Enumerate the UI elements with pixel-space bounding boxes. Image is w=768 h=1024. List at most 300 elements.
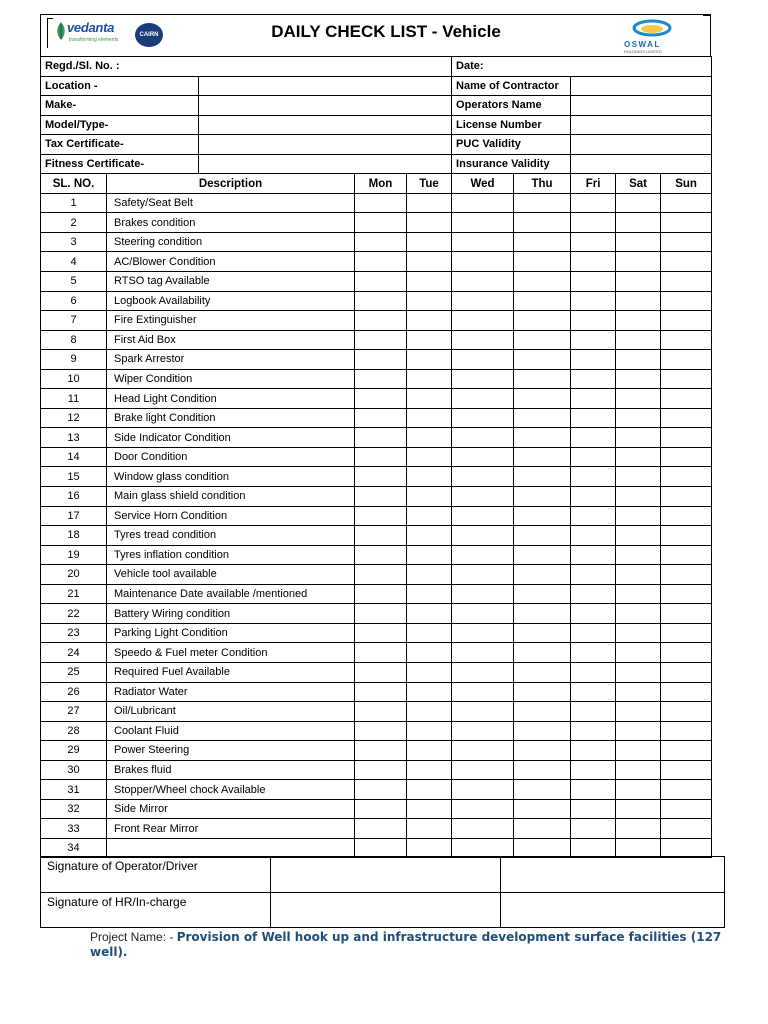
day-check-cell[interactable] [661, 408, 712, 428]
day-check-cell[interactable] [452, 623, 514, 643]
day-check-cell[interactable] [514, 545, 571, 565]
regd-label: Regd./Sl. No. : [41, 57, 452, 77]
day-check-cell[interactable] [452, 389, 514, 409]
info-left-value[interactable] [199, 76, 452, 96]
checklist-row [41, 193, 712, 213]
day-check-cell[interactable] [514, 721, 571, 741]
checklist-row [41, 838, 712, 858]
day-check-cell[interactable] [452, 741, 514, 761]
day-check-cell[interactable] [514, 428, 571, 448]
day-check-cell[interactable] [514, 487, 571, 507]
info-left-value[interactable] [199, 96, 452, 116]
day-check-cell[interactable] [616, 838, 661, 858]
day-check-cell[interactable] [571, 584, 616, 604]
day-check-cell[interactable] [616, 721, 661, 741]
day-check-cell[interactable] [452, 604, 514, 624]
day-check-cell[interactable] [616, 604, 661, 624]
day-check-cell[interactable] [452, 311, 514, 331]
day-check-cell[interactable] [661, 565, 712, 585]
day-check-cell[interactable] [355, 643, 407, 663]
day-check-cell[interactable] [571, 662, 616, 682]
signature-operator-field[interactable] [271, 857, 501, 893]
day-check-cell[interactable] [571, 193, 616, 213]
info-left-label: Tax Certificate- [41, 135, 199, 155]
info-left-value[interactable] [199, 115, 452, 135]
day-check-cell[interactable] [407, 643, 452, 663]
day-check-cell[interactable] [452, 369, 514, 389]
day-check-cell[interactable] [514, 447, 571, 467]
day-check-cell[interactable] [452, 721, 514, 741]
day-check-cell[interactable] [571, 565, 616, 585]
day-check-cell[interactable] [355, 819, 407, 839]
day-check-cell[interactable] [571, 389, 616, 409]
info-left-label: Model/Type- [41, 115, 199, 135]
day-check-cell[interactable] [407, 838, 452, 858]
day-check-cell[interactable] [452, 350, 514, 370]
day-check-cell[interactable] [355, 506, 407, 526]
day-check-cell[interactable] [452, 780, 514, 800]
day-check-cell[interactable] [514, 526, 571, 546]
day-check-cell[interactable] [452, 838, 514, 858]
day-check-cell[interactable] [571, 643, 616, 663]
day-check-cell[interactable] [661, 213, 712, 233]
day-check-cell[interactable] [514, 408, 571, 428]
day-check-cell[interactable] [571, 467, 616, 487]
day-check-cell[interactable] [571, 487, 616, 507]
day-check-cell[interactable] [355, 193, 407, 213]
day-check-cell[interactable] [661, 545, 712, 565]
day-check-cell[interactable] [407, 545, 452, 565]
day-check-cell[interactable] [355, 311, 407, 331]
checklist-row [41, 272, 712, 292]
day-check-cell[interactable] [616, 741, 661, 761]
item-number: 29 [41, 741, 107, 761]
item-description: Battery Wiring condition [107, 604, 355, 624]
day-check-cell[interactable] [514, 584, 571, 604]
signature-operator-field-extra[interactable] [501, 857, 725, 893]
column-header-day: Thu [514, 174, 571, 194]
day-check-cell[interactable] [514, 311, 571, 331]
day-check-cell[interactable] [571, 799, 616, 819]
day-check-cell[interactable] [514, 565, 571, 585]
day-check-cell[interactable] [355, 252, 407, 272]
day-check-cell[interactable] [616, 799, 661, 819]
day-check-cell[interactable] [355, 623, 407, 643]
day-check-cell[interactable] [407, 780, 452, 800]
checklist-row [41, 643, 712, 663]
day-check-cell[interactable] [661, 526, 712, 546]
day-check-cell[interactable] [616, 526, 661, 546]
day-check-cell[interactable] [571, 272, 616, 292]
day-check-cell[interactable] [661, 193, 712, 213]
day-check-cell[interactable] [514, 252, 571, 272]
checklist-row [41, 623, 712, 643]
day-check-cell[interactable] [616, 193, 661, 213]
day-check-cell[interactable] [355, 232, 407, 252]
day-check-cell[interactable] [616, 623, 661, 643]
day-check-cell[interactable] [452, 428, 514, 448]
item-number: 8 [41, 330, 107, 350]
info-left-value[interactable] [199, 154, 452, 174]
day-check-cell[interactable] [661, 604, 712, 624]
day-check-cell[interactable] [407, 565, 452, 585]
item-description: Spark Arrestor [107, 350, 355, 370]
day-check-cell[interactable] [661, 311, 712, 331]
item-description: Speedo & Fuel meter Condition [107, 643, 355, 663]
day-check-cell[interactable] [616, 760, 661, 780]
day-check-cell[interactable] [514, 819, 571, 839]
item-number: 31 [41, 780, 107, 800]
day-check-cell[interactable] [452, 682, 514, 702]
info-row [41, 154, 712, 174]
checklist-row [41, 799, 712, 819]
day-check-cell[interactable] [452, 662, 514, 682]
day-check-cell[interactable] [407, 232, 452, 252]
day-check-cell[interactable] [407, 760, 452, 780]
day-check-cell[interactable] [452, 252, 514, 272]
day-check-cell[interactable] [616, 350, 661, 370]
day-check-cell[interactable] [661, 799, 712, 819]
day-check-cell[interactable] [407, 584, 452, 604]
day-check-cell[interactable] [616, 252, 661, 272]
day-check-cell[interactable] [452, 467, 514, 487]
day-check-cell[interactable] [407, 702, 452, 722]
day-check-cell[interactable] [452, 545, 514, 565]
info-right-value[interactable] [571, 154, 712, 174]
day-check-cell[interactable] [571, 330, 616, 350]
item-description: First Aid Box [107, 330, 355, 350]
day-check-cell[interactable] [355, 838, 407, 858]
day-check-cell[interactable] [407, 252, 452, 272]
day-check-cell[interactable] [661, 447, 712, 467]
day-check-cell[interactable] [355, 584, 407, 604]
day-check-cell[interactable] [355, 662, 407, 682]
day-check-cell[interactable] [407, 526, 452, 546]
item-description: Brakes condition [107, 213, 355, 233]
day-check-cell[interactable] [616, 702, 661, 722]
item-description: RTSO tag Available [107, 272, 355, 292]
day-check-cell[interactable] [355, 213, 407, 233]
day-check-cell[interactable] [571, 369, 616, 389]
day-check-cell[interactable] [355, 780, 407, 800]
day-check-cell[interactable] [571, 311, 616, 331]
day-check-cell[interactable] [407, 193, 452, 213]
day-check-cell[interactable] [407, 272, 452, 292]
column-header-day: Mon [355, 174, 407, 194]
day-check-cell[interactable] [355, 467, 407, 487]
day-check-cell[interactable] [407, 721, 452, 741]
day-check-cell[interactable] [661, 623, 712, 643]
day-check-cell[interactable] [514, 741, 571, 761]
day-check-cell[interactable] [407, 408, 452, 428]
signature-row [41, 892, 725, 928]
day-check-cell[interactable] [355, 447, 407, 467]
day-check-cell[interactable] [407, 330, 452, 350]
signature-hr-field-extra[interactable] [501, 892, 725, 928]
day-check-cell[interactable] [571, 838, 616, 858]
day-check-cell[interactable] [514, 350, 571, 370]
day-check-cell[interactable] [355, 291, 407, 311]
day-check-cell[interactable] [661, 702, 712, 722]
item-description: Vehicle tool available [107, 565, 355, 585]
day-check-cell[interactable] [452, 799, 514, 819]
item-number: 21 [41, 584, 107, 604]
day-check-cell[interactable] [661, 428, 712, 448]
day-check-cell[interactable] [452, 819, 514, 839]
day-check-cell[interactable] [514, 662, 571, 682]
day-check-cell[interactable] [616, 487, 661, 507]
day-check-cell[interactable] [355, 428, 407, 448]
day-check-cell[interactable] [514, 780, 571, 800]
day-check-cell[interactable] [616, 428, 661, 448]
day-check-cell[interactable] [407, 350, 452, 370]
day-check-cell[interactable] [452, 565, 514, 585]
day-check-cell[interactable] [407, 311, 452, 331]
day-check-cell[interactable] [407, 623, 452, 643]
day-check-cell[interactable] [514, 272, 571, 292]
day-check-cell[interactable] [571, 604, 616, 624]
checklist-row [41, 526, 712, 546]
day-check-cell[interactable] [571, 780, 616, 800]
day-check-cell[interactable] [661, 369, 712, 389]
item-description: Window glass condition [107, 467, 355, 487]
info-right-value[interactable] [571, 135, 712, 155]
day-check-cell[interactable] [452, 760, 514, 780]
info-row [41, 135, 712, 155]
day-check-cell[interactable] [616, 232, 661, 252]
day-check-cell[interactable] [407, 506, 452, 526]
day-check-cell[interactable] [571, 526, 616, 546]
day-check-cell[interactable] [452, 506, 514, 526]
day-check-cell[interactable] [452, 487, 514, 507]
day-check-cell[interactable] [661, 819, 712, 839]
day-check-cell[interactable] [571, 408, 616, 428]
day-check-cell[interactable] [661, 487, 712, 507]
day-check-cell[interactable] [355, 682, 407, 702]
info-right-value[interactable] [571, 96, 712, 116]
day-check-cell[interactable] [661, 232, 712, 252]
checklist-row [41, 389, 712, 409]
item-description: Brake light Condition [107, 408, 355, 428]
day-check-cell[interactable] [661, 838, 712, 858]
day-check-cell[interactable] [452, 272, 514, 292]
day-check-cell[interactable] [571, 428, 616, 448]
day-check-cell[interactable] [616, 506, 661, 526]
day-check-cell[interactable] [407, 389, 452, 409]
info-right-label: Operators Name [452, 96, 571, 116]
document-title: DAILY CHECK LIST - Vehicle [271, 22, 501, 41]
day-check-cell[interactable] [616, 643, 661, 663]
checklist-row [41, 741, 712, 761]
day-check-cell[interactable] [355, 565, 407, 585]
day-check-cell[interactable] [616, 213, 661, 233]
day-check-cell[interactable] [514, 232, 571, 252]
day-check-cell[interactable] [452, 193, 514, 213]
day-check-cell[interactable] [571, 232, 616, 252]
day-check-cell[interactable] [514, 623, 571, 643]
day-check-cell[interactable] [571, 623, 616, 643]
item-number: 3 [41, 232, 107, 252]
day-check-cell[interactable] [661, 584, 712, 604]
day-check-cell[interactable] [452, 408, 514, 428]
day-check-cell[interactable] [661, 252, 712, 272]
day-check-cell[interactable] [571, 721, 616, 741]
day-check-cell[interactable] [661, 741, 712, 761]
day-check-cell[interactable] [571, 741, 616, 761]
day-check-cell[interactable] [407, 741, 452, 761]
day-check-cell[interactable] [452, 330, 514, 350]
checklist-row [41, 428, 712, 448]
info-right-value[interactable] [571, 115, 712, 135]
day-check-cell[interactable] [571, 213, 616, 233]
day-check-cell[interactable] [355, 350, 407, 370]
day-check-cell[interactable] [661, 467, 712, 487]
day-check-cell[interactable] [452, 291, 514, 311]
day-check-cell[interactable] [571, 506, 616, 526]
day-check-cell[interactable] [571, 252, 616, 272]
day-check-cell[interactable] [616, 369, 661, 389]
signature-hr-label: Signature of HR/In-charge [41, 892, 271, 928]
day-check-cell[interactable] [452, 643, 514, 663]
checklist-row [41, 584, 712, 604]
day-check-cell[interactable] [616, 819, 661, 839]
day-check-cell[interactable] [407, 428, 452, 448]
info-right-value[interactable] [571, 76, 712, 96]
day-check-cell[interactable] [571, 447, 616, 467]
day-check-cell[interactable] [571, 350, 616, 370]
day-check-cell[interactable] [514, 838, 571, 858]
day-check-cell[interactable] [661, 272, 712, 292]
day-check-cell[interactable] [355, 604, 407, 624]
day-check-cell[interactable] [514, 799, 571, 819]
project-name [90, 930, 760, 960]
day-check-cell[interactable] [452, 213, 514, 233]
day-check-cell[interactable] [616, 291, 661, 311]
signature-hr-field[interactable] [271, 892, 501, 928]
day-check-cell[interactable] [616, 584, 661, 604]
day-check-cell[interactable] [355, 526, 407, 546]
day-check-cell[interactable] [355, 721, 407, 741]
day-check-cell[interactable] [661, 682, 712, 702]
day-check-cell[interactable] [514, 760, 571, 780]
day-check-cell[interactable] [407, 799, 452, 819]
day-check-cell[interactable] [514, 369, 571, 389]
day-check-cell[interactable] [661, 662, 712, 682]
day-check-cell[interactable] [407, 213, 452, 233]
day-check-cell[interactable] [616, 272, 661, 292]
day-check-cell[interactable] [407, 682, 452, 702]
day-check-cell[interactable] [452, 526, 514, 546]
day-check-cell[interactable] [571, 291, 616, 311]
day-check-cell[interactable] [514, 291, 571, 311]
day-check-cell[interactable] [661, 291, 712, 311]
day-check-cell[interactable] [616, 311, 661, 331]
day-check-cell[interactable] [616, 389, 661, 409]
day-check-cell[interactable] [452, 584, 514, 604]
day-check-cell[interactable] [661, 330, 712, 350]
day-check-cell[interactable] [452, 447, 514, 467]
day-check-cell[interactable] [571, 760, 616, 780]
day-check-cell[interactable] [661, 780, 712, 800]
day-check-cell[interactable] [355, 545, 407, 565]
day-check-cell[interactable] [514, 330, 571, 350]
day-check-cell[interactable] [355, 702, 407, 722]
day-check-cell[interactable] [661, 506, 712, 526]
day-check-cell[interactable] [661, 721, 712, 741]
day-check-cell[interactable] [616, 682, 661, 702]
day-check-cell[interactable] [616, 780, 661, 800]
item-description: Required Fuel Available [107, 662, 355, 682]
day-check-cell[interactable] [407, 487, 452, 507]
day-check-cell[interactable] [355, 272, 407, 292]
day-check-cell[interactable] [616, 467, 661, 487]
day-check-cell[interactable] [407, 467, 452, 487]
day-check-cell[interactable] [661, 643, 712, 663]
day-check-cell[interactable] [571, 545, 616, 565]
day-check-cell[interactable] [355, 369, 407, 389]
day-check-cell[interactable] [355, 389, 407, 409]
day-check-cell[interactable] [616, 662, 661, 682]
day-check-cell[interactable] [514, 702, 571, 722]
day-check-cell[interactable] [355, 741, 407, 761]
day-check-cell[interactable] [571, 819, 616, 839]
day-check-cell[interactable] [616, 447, 661, 467]
day-check-cell[interactable] [514, 604, 571, 624]
day-check-cell[interactable] [661, 389, 712, 409]
info-right-label: PUC Validity [452, 135, 571, 155]
column-header-day: Tue [407, 174, 452, 194]
checklist-row [41, 662, 712, 682]
day-check-cell[interactable] [452, 702, 514, 722]
day-check-cell[interactable] [616, 545, 661, 565]
info-left-label: Fitness Certificate- [41, 154, 199, 174]
day-check-cell[interactable] [616, 565, 661, 585]
day-check-cell[interactable] [355, 760, 407, 780]
day-check-cell[interactable] [616, 408, 661, 428]
checklist-row [41, 506, 712, 526]
day-check-cell[interactable] [571, 702, 616, 722]
day-check-cell[interactable] [407, 369, 452, 389]
day-check-cell[interactable] [514, 213, 571, 233]
day-check-cell[interactable] [571, 682, 616, 702]
day-check-cell[interactable] [514, 193, 571, 213]
day-check-cell[interactable] [514, 643, 571, 663]
day-check-cell[interactable] [355, 408, 407, 428]
day-check-cell[interactable] [452, 232, 514, 252]
day-check-cell[interactable] [355, 330, 407, 350]
day-check-cell[interactable] [514, 467, 571, 487]
day-check-cell[interactable] [407, 604, 452, 624]
info-left-value[interactable] [199, 135, 452, 155]
checklist-row [41, 604, 712, 624]
item-number: 4 [41, 252, 107, 272]
day-check-cell[interactable] [616, 330, 661, 350]
day-check-cell[interactable] [355, 487, 407, 507]
day-check-cell[interactable] [661, 350, 712, 370]
day-check-cell[interactable] [514, 682, 571, 702]
checklist-sheet [40, 14, 711, 858]
day-check-cell[interactable] [514, 506, 571, 526]
day-check-cell[interactable] [407, 662, 452, 682]
day-check-cell[interactable] [661, 760, 712, 780]
day-check-cell[interactable] [514, 389, 571, 409]
item-number: 17 [41, 506, 107, 526]
day-check-cell[interactable] [407, 447, 452, 467]
day-check-cell[interactable] [355, 799, 407, 819]
day-check-cell[interactable] [407, 291, 452, 311]
item-description: Door Condition [107, 447, 355, 467]
day-check-cell[interactable] [407, 819, 452, 839]
